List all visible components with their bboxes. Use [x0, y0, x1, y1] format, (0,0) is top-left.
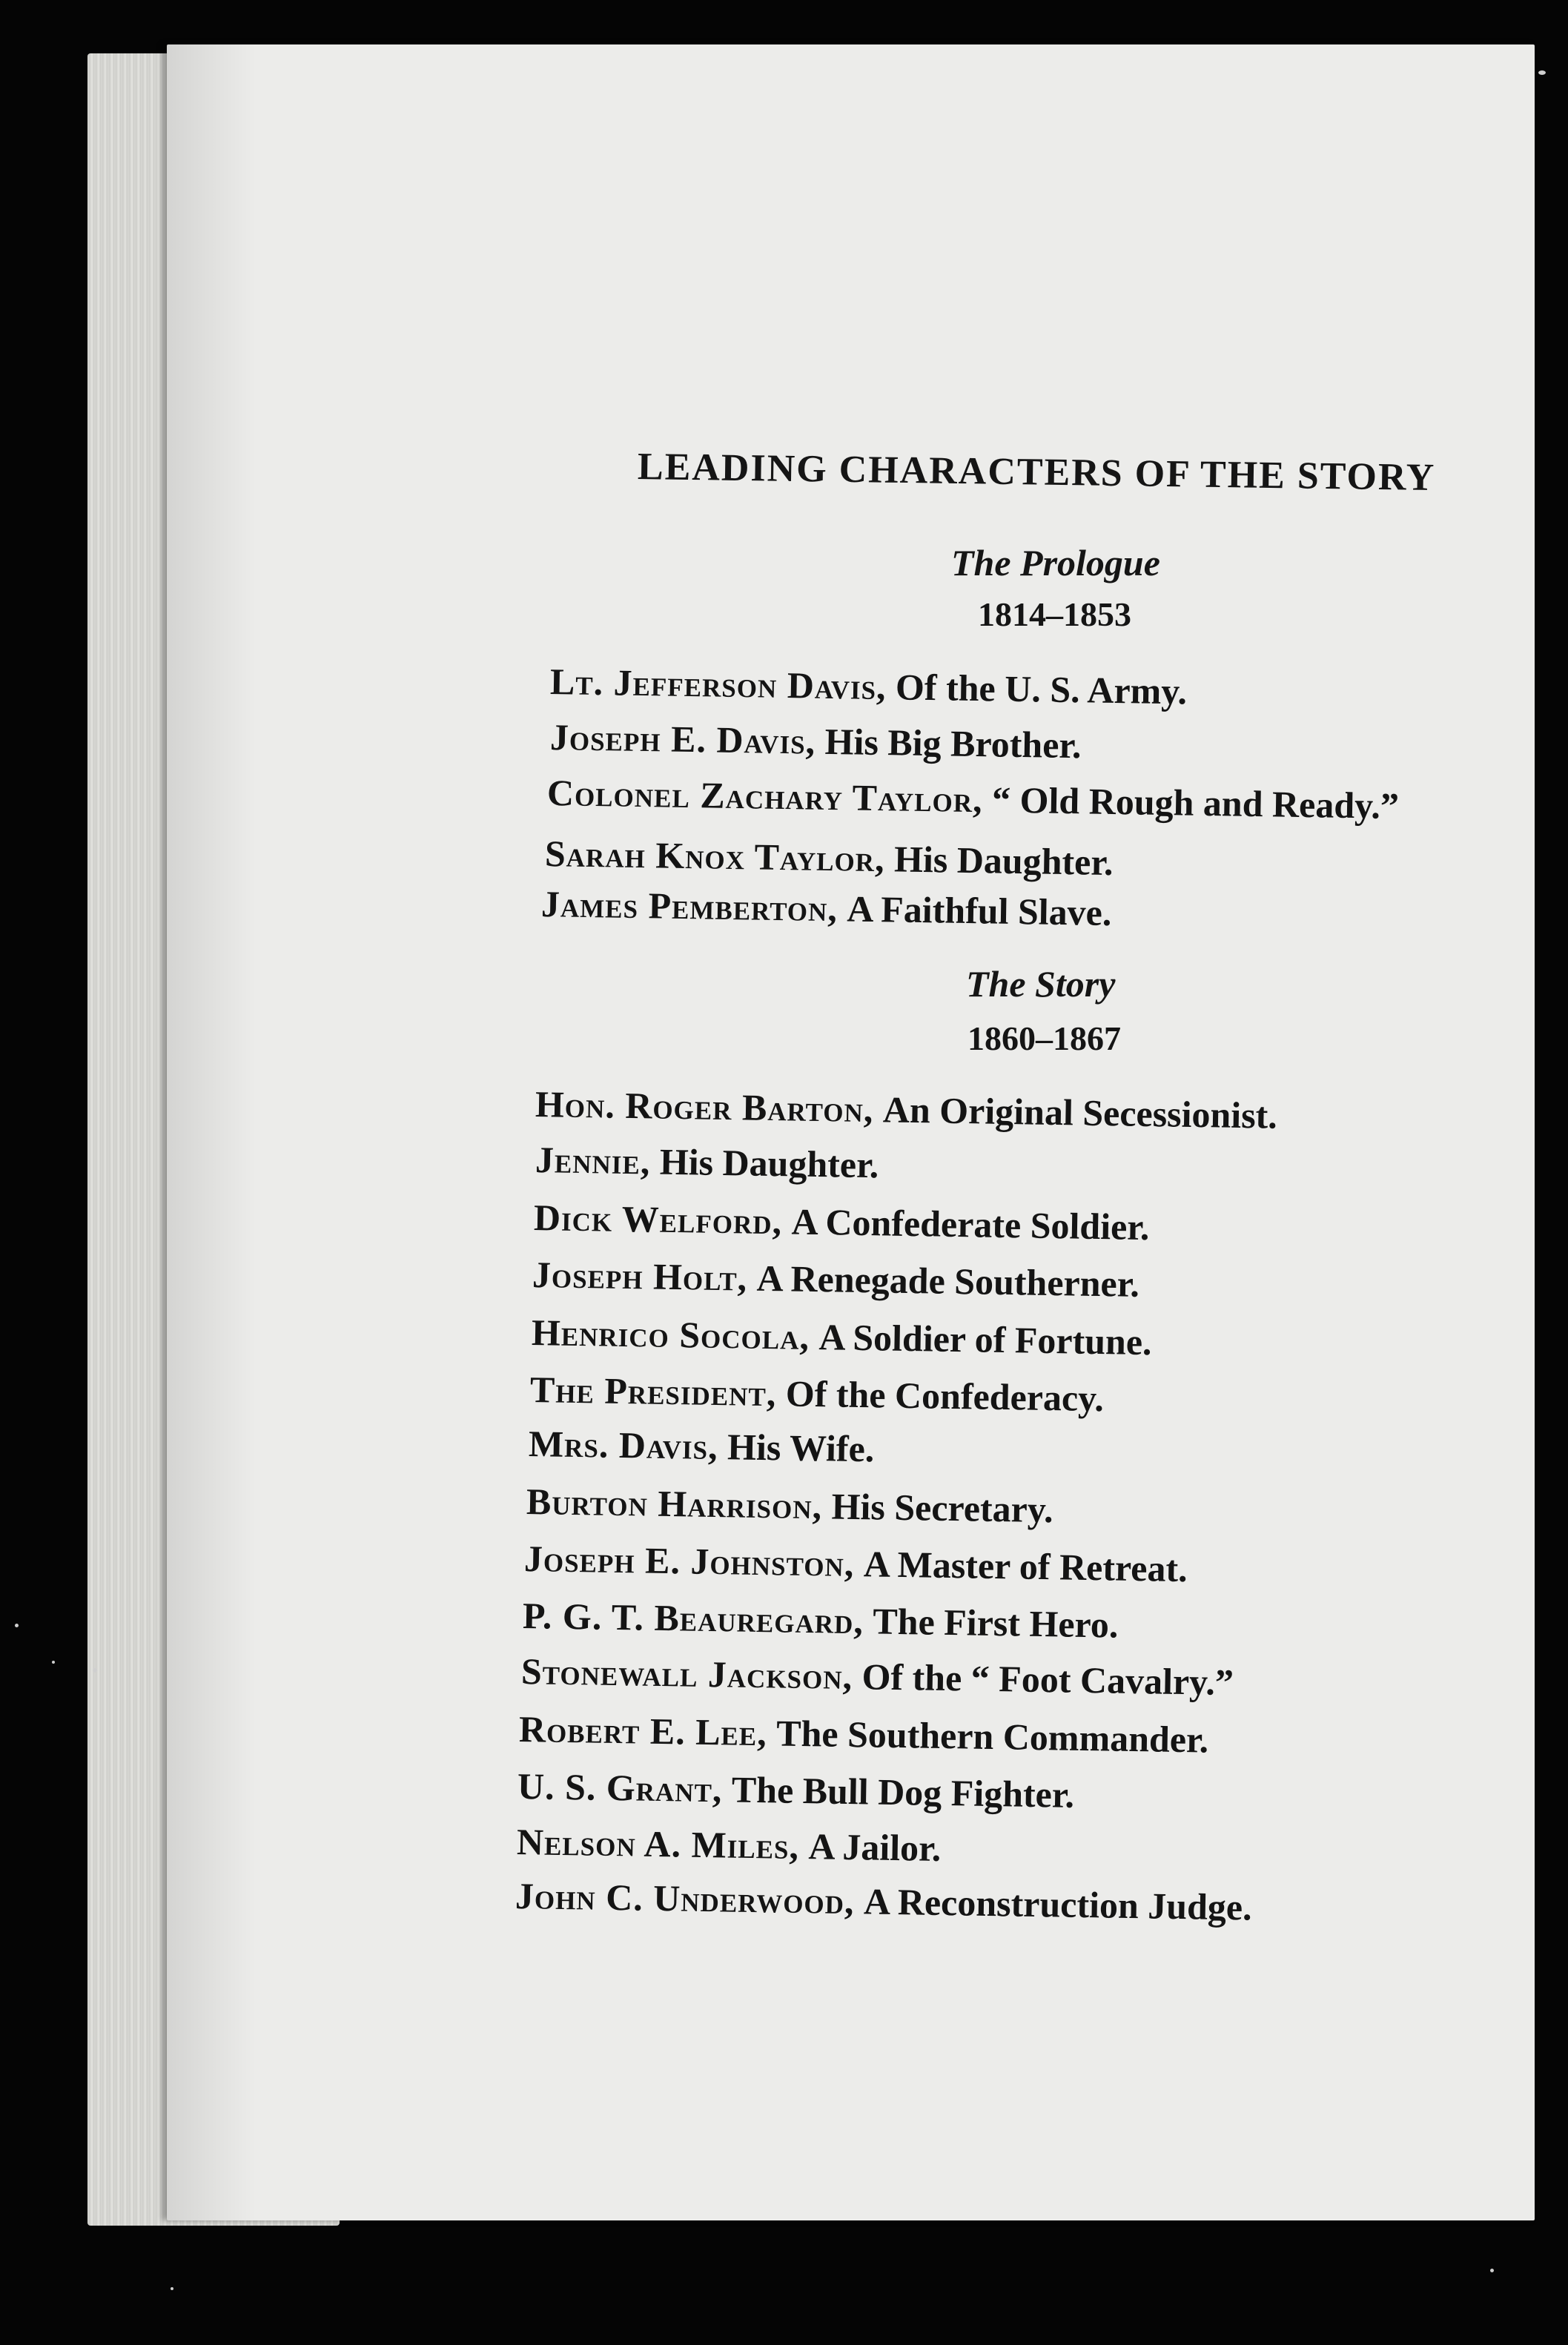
- character-description: A Master of Retreat.: [863, 1543, 1188, 1590]
- character-name: John C. Underwood,: [515, 1875, 855, 1922]
- character-name: Henrico Socola,: [531, 1312, 810, 1357]
- character-description: A Soldier of Fortune.: [818, 1316, 1152, 1363]
- character-name: Robert E. Lee,: [518, 1708, 768, 1754]
- character-name: Burton Harrison,: [526, 1481, 823, 1527]
- page-gutter-shadow: [167, 44, 256, 2220]
- character-description: A Reconstruction Judge.: [863, 1880, 1253, 1928]
- character-entry: [517, 1820, 942, 1870]
- character-name: Colonel Zachary Taylor,: [546, 772, 984, 821]
- character-name: James Pemberton,: [540, 883, 838, 930]
- character-description: A Confederate Soldier.: [791, 1200, 1150, 1248]
- character-description: A Renegade Southerner.: [756, 1257, 1140, 1305]
- prologue-title: The Prologue: [951, 542, 1160, 583]
- character-name: Joseph E. Davis,: [549, 716, 816, 762]
- character-name: U. S. Grant,: [517, 1765, 723, 1810]
- character-name: Joseph E. Johnston,: [523, 1538, 855, 1584]
- character-name: Nelson A. Miles,: [516, 1821, 800, 1867]
- character-description: A Faithful Slave.: [847, 887, 1112, 934]
- character-name: The President,: [529, 1369, 777, 1415]
- character-name: Hon. Roger Barton,: [535, 1083, 874, 1131]
- character-entry: [515, 1874, 1253, 1929]
- character-name: Dick Welford,: [533, 1197, 783, 1243]
- character-description: The Southern Commander.: [775, 1712, 1209, 1761]
- character-description: His Secretary.: [831, 1485, 1054, 1531]
- character-entry: [530, 1368, 1105, 1420]
- character-entry: [550, 715, 1082, 767]
- character-name: Stonewall Jackson,: [520, 1650, 853, 1698]
- character-name: Lt. Jefferson Davis,: [549, 661, 887, 708]
- character-name: Sarah Knox Taylor,: [544, 833, 886, 880]
- scan-speck: [52, 1661, 55, 1664]
- character-entry: [523, 1594, 1119, 1647]
- scan-speck: [1490, 2269, 1494, 2272]
- character-description: “ Old Rough and Ready.”: [991, 778, 1400, 827]
- character-entry: [519, 1707, 1209, 1762]
- prologue-years: 1814–1853: [978, 595, 1131, 633]
- character-description: His Big Brother.: [824, 720, 1082, 767]
- character-description: His Daughter.: [893, 838, 1114, 884]
- character-description: A Jailor.: [808, 1825, 942, 1869]
- character-entry: [535, 1082, 1278, 1137]
- character-name: Mrs. Davis,: [528, 1423, 719, 1468]
- character-name: Joseph Holt,: [532, 1254, 748, 1299]
- story-years: 1860–1867: [967, 1019, 1121, 1057]
- character-entry: [524, 1537, 1188, 1590]
- book-page: [167, 44, 1535, 2220]
- character-description: An Original Secessionist.: [882, 1088, 1278, 1137]
- scan-speck: [93, 1668, 97, 1673]
- character-name: Jennie,: [535, 1139, 651, 1183]
- scan-speck: [15, 1624, 19, 1627]
- character-entry: [526, 1480, 1054, 1531]
- character-entry: [534, 1196, 1150, 1248]
- character-description: Of the Confederacy.: [785, 1372, 1105, 1420]
- character-entry: [545, 832, 1114, 884]
- character-entry: [547, 771, 1400, 827]
- character-name: P. G. T. Beauregard,: [522, 1595, 864, 1642]
- scan-speck: [171, 2287, 173, 2290]
- character-description: His Wife.: [727, 1426, 875, 1470]
- character-entry: [541, 882, 1112, 934]
- character-entry: [532, 1311, 1152, 1363]
- character-entry: [550, 660, 1188, 712]
- character-description: The First Hero.: [873, 1600, 1119, 1646]
- page-heading: LEADING CHARACTERS OF THE STORY: [637, 446, 1436, 500]
- story-title: The Story: [966, 963, 1116, 1005]
- character-description: His Daughter.: [659, 1140, 879, 1186]
- character-entry: [535, 1138, 879, 1186]
- character-entry: [532, 1253, 1140, 1306]
- character-description: Of the “ Foot Cavalry.”: [861, 1656, 1234, 1704]
- scan-speck: [1538, 70, 1546, 75]
- character-entry: [517, 1764, 1075, 1816]
- character-description: Of the U. S. Army.: [895, 666, 1188, 712]
- character-description: The Bull Dog Fighter.: [731, 1768, 1075, 1816]
- character-entry: [529, 1422, 875, 1470]
- character-entry: [521, 1650, 1234, 1704]
